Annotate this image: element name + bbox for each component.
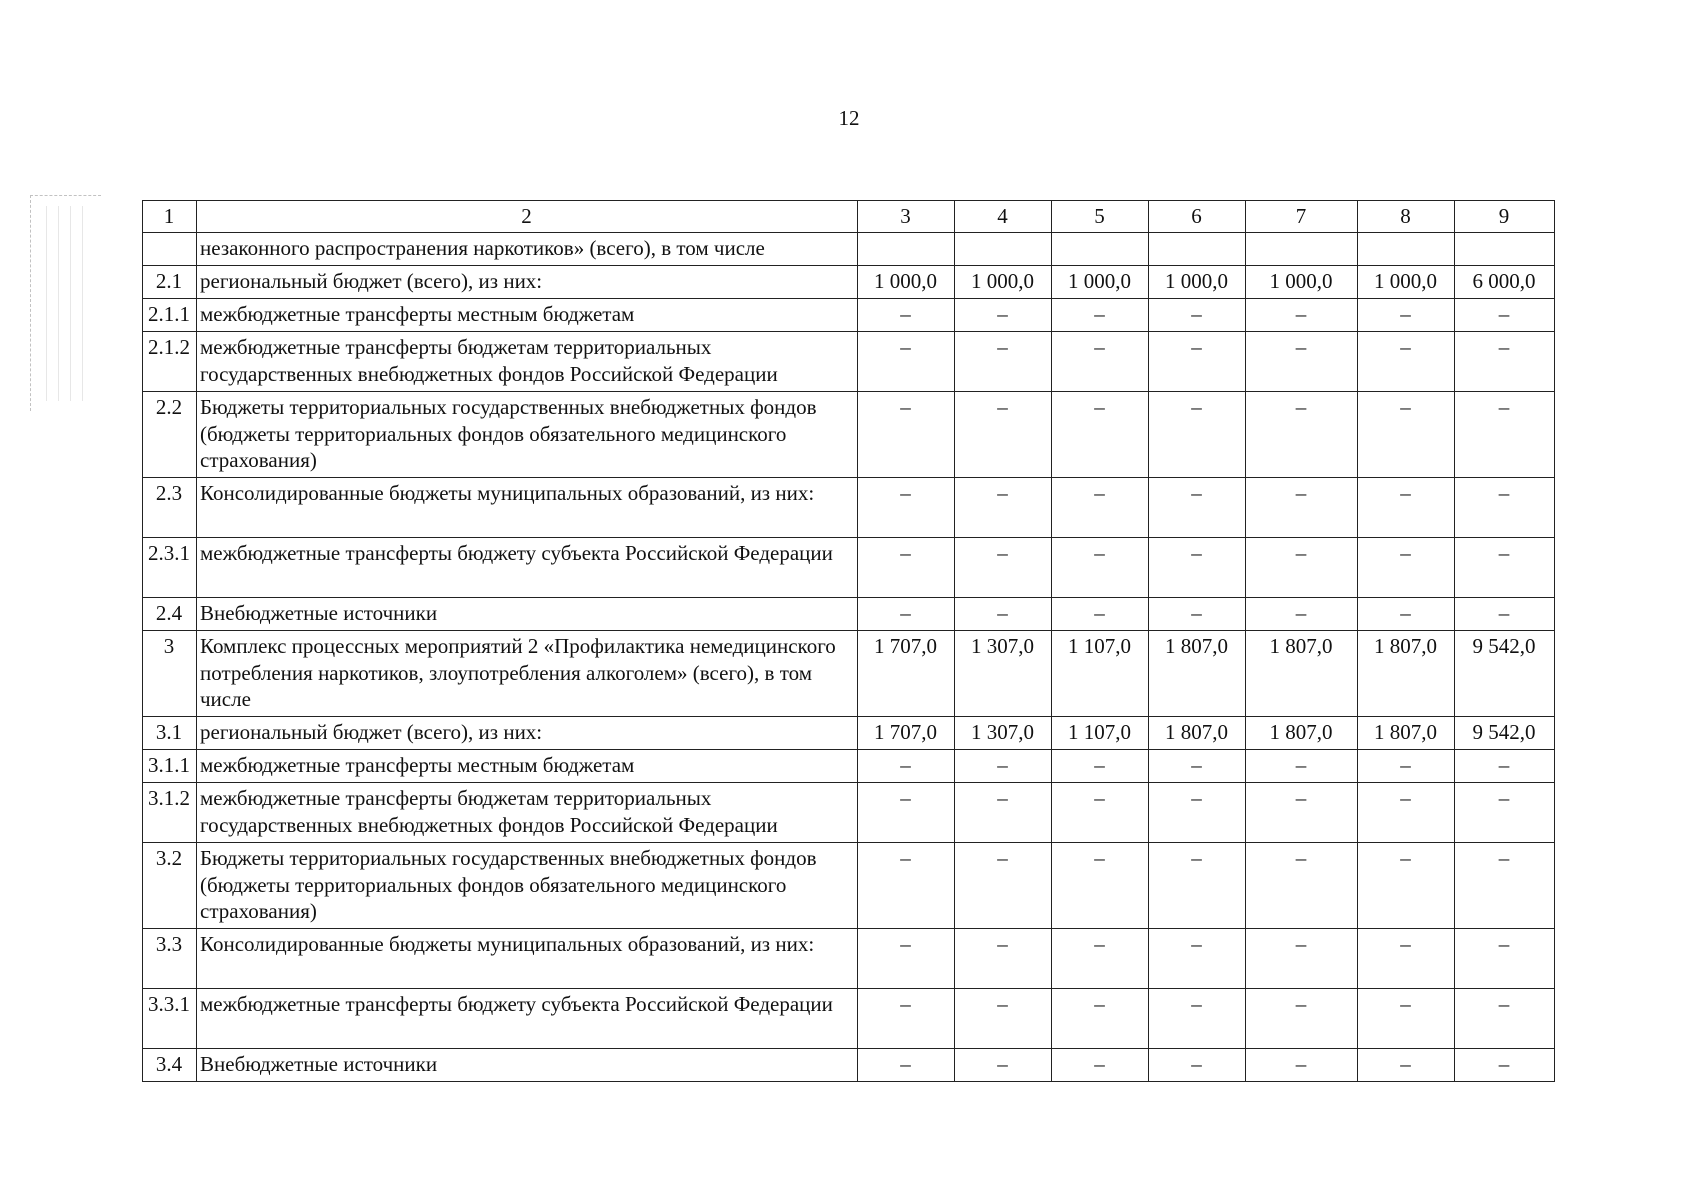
row-name: межбюджетные трансферты местным бюджетам [197,299,858,332]
value-cell: – [1358,1049,1455,1082]
value-cell: 1 000,0 [858,266,955,299]
value-cell: – [1246,783,1358,843]
row-number: 3.1.2 [143,783,197,843]
header-cell: 1 [143,201,197,233]
row-name: межбюджетные трансферты бюджету субъекта Российской Федерации [197,538,858,598]
row-number: 3 [143,631,197,717]
value-cell: – [1358,299,1455,332]
value-cell: – [1358,989,1455,1049]
value-cell: – [1455,299,1555,332]
row-number: 2.1 [143,266,197,299]
value-cell: – [955,989,1052,1049]
value-cell: – [1149,538,1246,598]
value-cell: – [1455,843,1555,929]
row-name: Консолидированные бюджеты муниципальных образований, из них: [197,929,858,989]
table-row [143,233,1555,266]
value-cell: – [1052,843,1149,929]
value-cell: – [1149,783,1246,843]
value-cell: 1 307,0 [955,631,1052,717]
value-cell: 1 107,0 [1052,631,1149,717]
value-cell: – [1358,929,1455,989]
table-row [143,929,1555,989]
row-number: 2.2 [143,392,197,478]
value-cell [858,233,955,266]
value-cell: – [1358,332,1455,392]
header-cell: 2 [197,201,858,233]
value-cell: – [1455,392,1555,478]
value-cell [1246,233,1358,266]
value-cell: 1 807,0 [1358,631,1455,717]
value-cell: – [858,783,955,843]
value-cell: 1 107,0 [1052,717,1149,750]
value-cell: – [955,538,1052,598]
value-cell: – [1455,783,1555,843]
value-cell: – [955,783,1052,843]
value-cell: – [1455,478,1555,538]
value-cell: – [1358,598,1455,631]
header-cell: 9 [1455,201,1555,233]
value-cell: – [1052,538,1149,598]
value-cell: – [1149,598,1246,631]
value-cell: – [1358,538,1455,598]
value-cell: – [1455,750,1555,783]
row-name: Бюджеты территориальных государственных внебюджетных фондов (бюджеты территориальных фондов обязательного медицинского страхования) [197,392,858,478]
row-number [143,233,197,266]
value-cell: – [1358,843,1455,929]
value-cell: – [955,478,1052,538]
value-cell: – [1246,1049,1358,1082]
header-cell: 8 [1358,201,1455,233]
value-cell: 1 807,0 [1246,631,1358,717]
table-row [143,717,1555,750]
table-row [143,1049,1555,1082]
value-cell: – [858,843,955,929]
value-cell: – [1246,598,1358,631]
row-name: Консолидированные бюджеты муниципальных образований, из них: [197,478,858,538]
table-row [143,598,1555,631]
row-number: 2.4 [143,598,197,631]
row-name: региональный бюджет (всего), из них: [197,717,858,750]
value-cell: – [1246,538,1358,598]
value-cell: – [1455,1049,1555,1082]
row-number: 3.3 [143,929,197,989]
value-cell: – [858,392,955,478]
value-cell: – [858,929,955,989]
value-cell: – [1455,538,1555,598]
value-cell: – [858,332,955,392]
value-cell: – [955,750,1052,783]
header-cell: 7 [1246,201,1358,233]
table-row [143,478,1555,538]
value-cell: – [1052,929,1149,989]
value-cell: – [955,299,1052,332]
value-cell: – [858,299,955,332]
value-cell: – [1052,783,1149,843]
budget-table [142,200,1555,1082]
value-cell: – [1149,989,1246,1049]
value-cell: – [1246,299,1358,332]
value-cell: – [1149,1049,1246,1082]
value-cell: 1 000,0 [955,266,1052,299]
value-cell [955,233,1052,266]
row-name: Внебюджетные источники [197,598,858,631]
row-name: межбюджетные трансферты бюджетам территориальных государственных внебюджетных фондов Российской Федерации [197,783,858,843]
page-number: 12 [838,106,860,130]
value-cell: 1 000,0 [1052,266,1149,299]
row-number: 3.4 [143,1049,197,1082]
value-cell: – [858,478,955,538]
table-header-row [143,201,1555,233]
value-cell: – [1246,929,1358,989]
value-cell: – [1052,598,1149,631]
value-cell [1149,233,1246,266]
row-name: региональный бюджет (всего), из них: [197,266,858,299]
value-cell: 1 807,0 [1149,717,1246,750]
value-cell: 1 807,0 [1358,717,1455,750]
row-name: незаконного распространения наркотиков» (всего), в том числе [197,233,858,266]
value-cell: 1 707,0 [858,717,955,750]
row-number: 3.3.1 [143,989,197,1049]
value-cell: – [1149,929,1246,989]
value-cell: – [1052,392,1149,478]
table-row [143,750,1555,783]
value-cell: 9 542,0 [1455,717,1555,750]
value-cell: 1 707,0 [858,631,955,717]
value-cell: – [1052,332,1149,392]
value-cell: – [1455,989,1555,1049]
value-cell: – [1052,478,1149,538]
table-row [143,299,1555,332]
row-name: Комплекс процессных мероприятий 2 «Профилактика немедицинского потребления наркотиков, злоупотребления алкоголем» (всего), в том числе [197,631,858,717]
value-cell: – [1246,332,1358,392]
value-cell: – [1052,299,1149,332]
row-number: 3.2 [143,843,197,929]
value-cell: 1 000,0 [1149,266,1246,299]
value-cell: – [1246,989,1358,1049]
row-number: 2.1.2 [143,332,197,392]
value-cell: – [1149,843,1246,929]
row-name: межбюджетные трансферты бюджетам территориальных государственных внебюджетных фондов Российской Федерации [197,332,858,392]
value-cell: – [858,989,955,1049]
value-cell: – [955,392,1052,478]
row-number: 2.1.1 [143,299,197,332]
table-row [143,332,1555,392]
row-number: 3.1.1 [143,750,197,783]
value-cell [1052,233,1149,266]
value-cell: – [1358,392,1455,478]
value-cell: – [1052,989,1149,1049]
value-cell: – [858,538,955,598]
value-cell: – [1455,929,1555,989]
row-name: межбюджетные трансферты местным бюджетам [197,750,858,783]
row-number: 2.3.1 [143,538,197,598]
header-cell: 6 [1149,201,1246,233]
value-cell: – [1052,1049,1149,1082]
value-cell: – [1246,478,1358,538]
value-cell: – [1455,332,1555,392]
value-cell: 1 000,0 [1358,266,1455,299]
margin-stamp [30,195,101,411]
value-cell: 1 000,0 [1246,266,1358,299]
value-cell [1455,233,1555,266]
value-cell [1358,233,1455,266]
row-name: межбюджетные трансферты бюджету субъекта Российской Федерации [197,989,858,1049]
value-cell: – [1149,332,1246,392]
value-cell: – [955,598,1052,631]
value-cell: – [1358,783,1455,843]
value-cell: – [1246,843,1358,929]
value-cell: – [858,598,955,631]
table-row [143,843,1555,929]
value-cell: – [1149,392,1246,478]
value-cell: – [1358,478,1455,538]
row-number: 3.1 [143,717,197,750]
value-cell: – [955,332,1052,392]
header-cell: 4 [955,201,1052,233]
table-row [143,538,1555,598]
value-cell: – [1246,750,1358,783]
table-row [143,392,1555,478]
value-cell: – [858,750,955,783]
value-cell: 6 000,0 [1455,266,1555,299]
value-cell: – [1149,299,1246,332]
value-cell: – [1149,750,1246,783]
value-cell: – [1246,392,1358,478]
header-cell: 5 [1052,201,1149,233]
value-cell: – [955,1049,1052,1082]
table-row [143,631,1555,717]
value-cell: – [858,1049,955,1082]
row-number: 2.3 [143,478,197,538]
table-row [143,989,1555,1049]
header-cell: 3 [858,201,955,233]
value-cell: – [1358,750,1455,783]
value-cell: 1 307,0 [955,717,1052,750]
row-name: Внебюджетные источники [197,1049,858,1082]
value-cell: 1 807,0 [1246,717,1358,750]
table-row [143,783,1555,843]
row-name: Бюджеты территориальных государственных внебюджетных фондов (бюджеты территориальных фондов обязательного медицинского страхования) [197,843,858,929]
value-cell: – [1149,478,1246,538]
value-cell: – [955,929,1052,989]
value-cell: – [955,843,1052,929]
value-cell: 1 807,0 [1149,631,1246,717]
value-cell: – [1052,750,1149,783]
table-row [143,266,1555,299]
value-cell: 9 542,0 [1455,631,1555,717]
value-cell: – [1455,598,1555,631]
